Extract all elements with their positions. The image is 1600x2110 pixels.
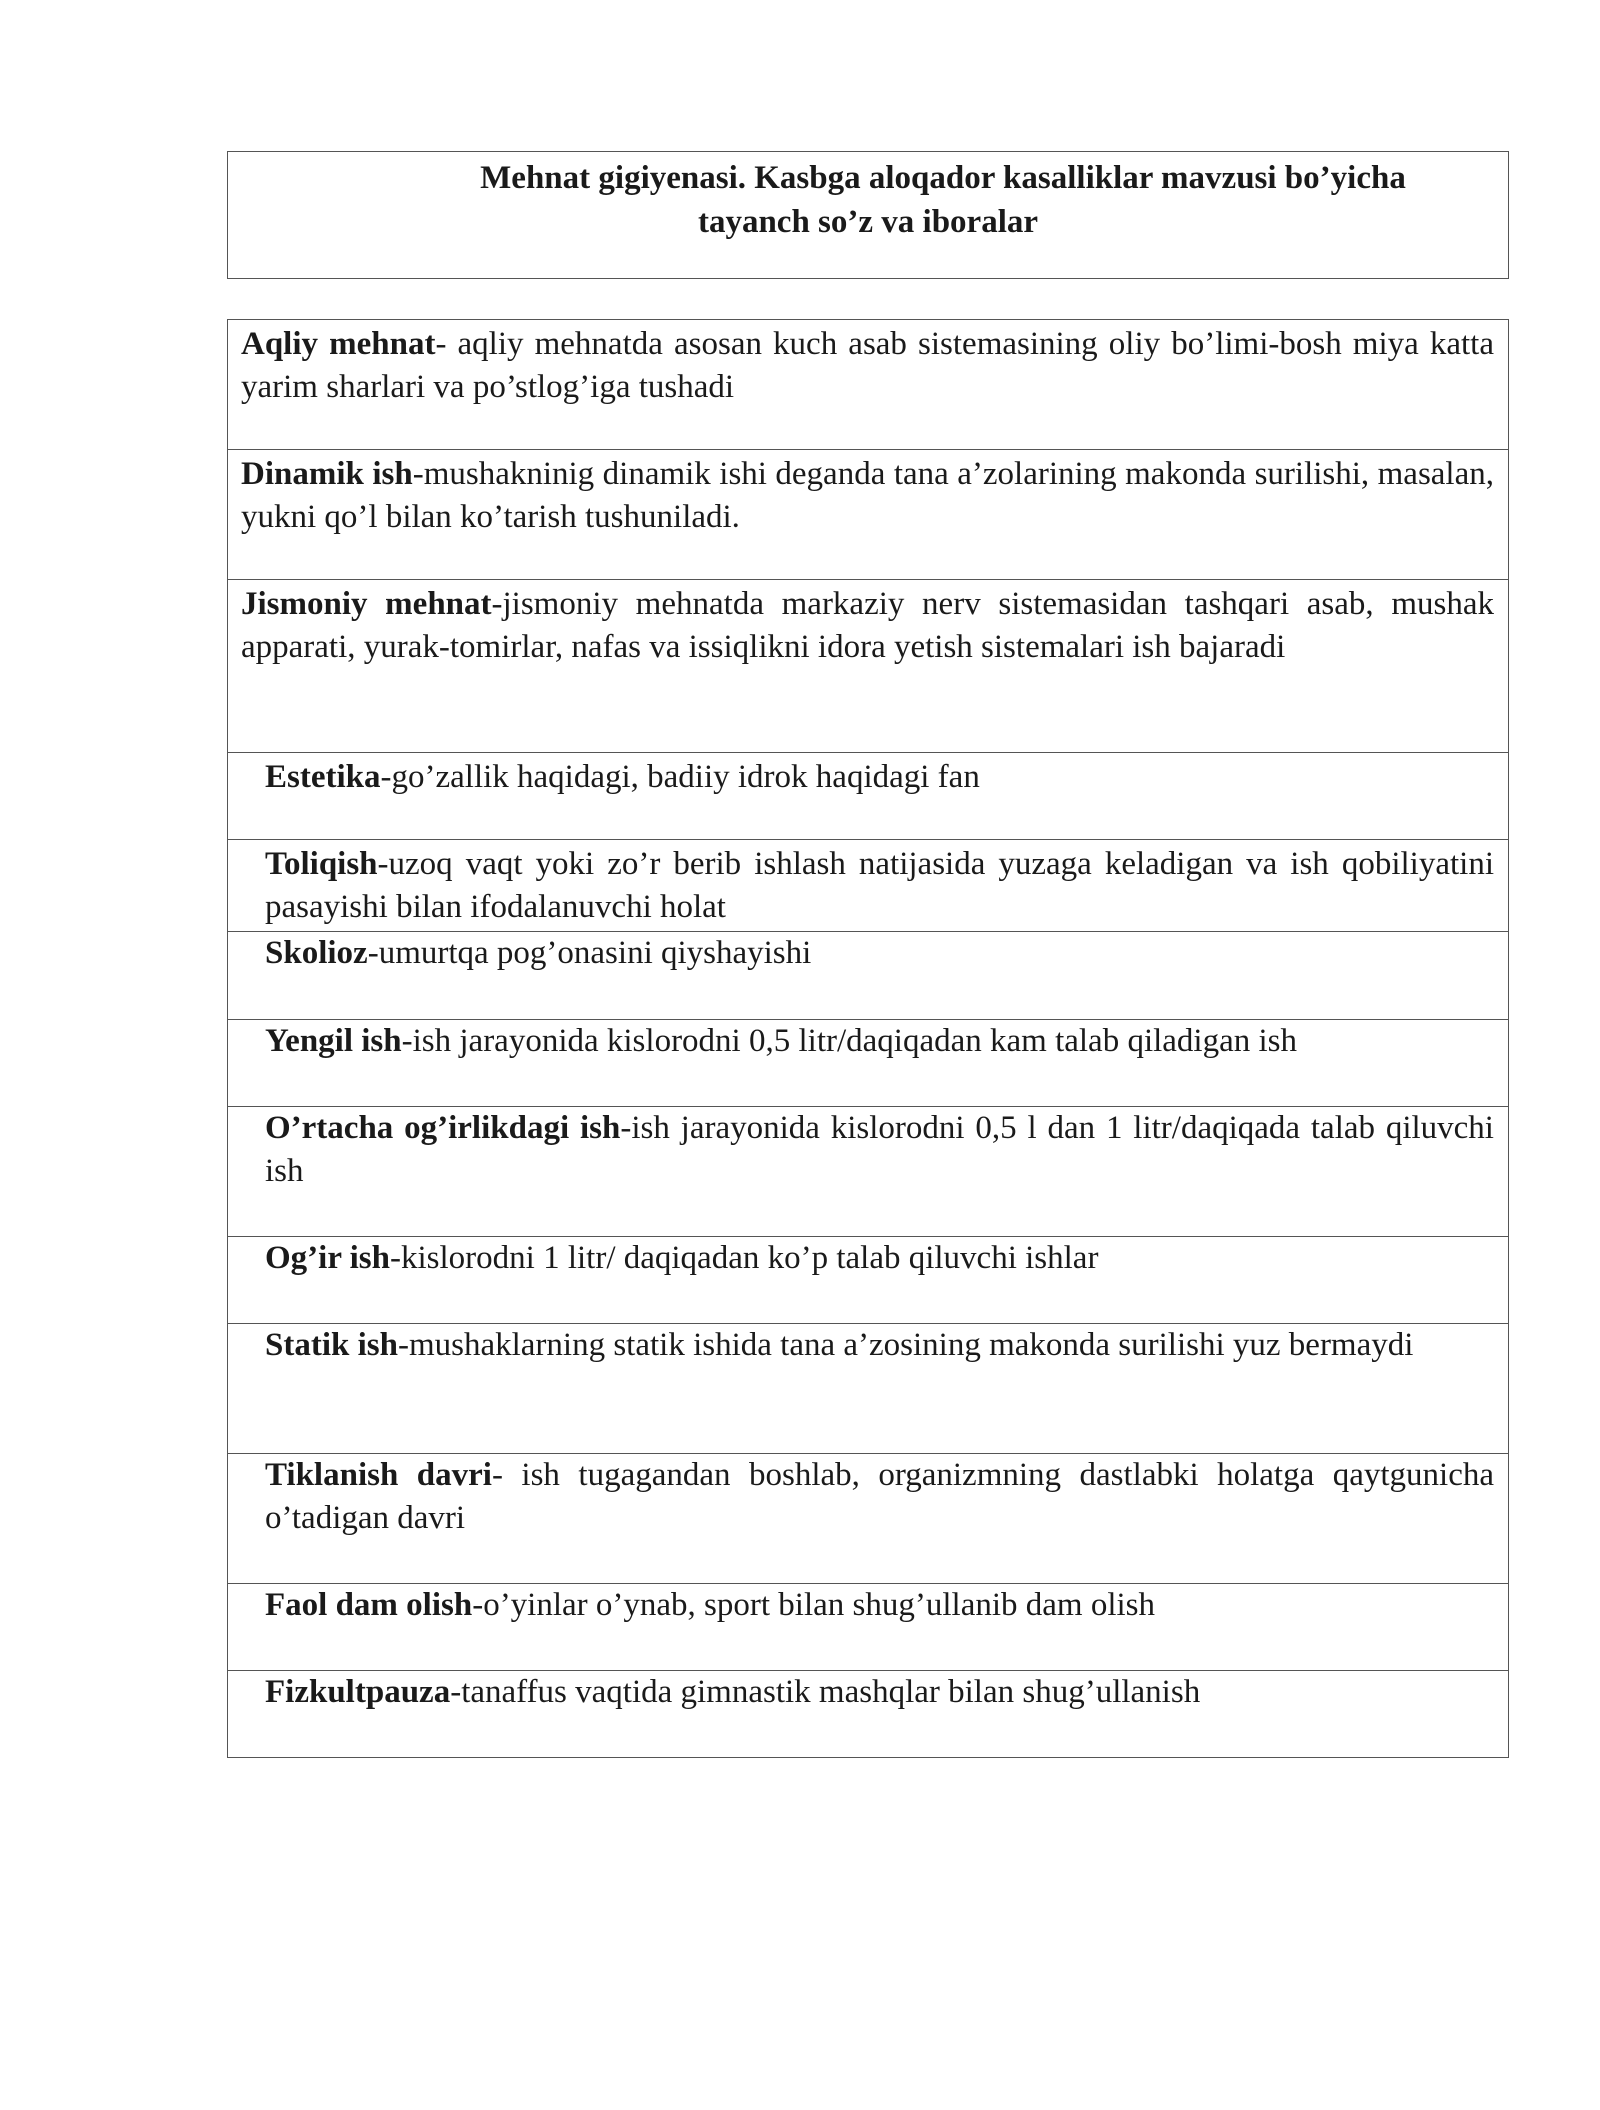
term-row: [228, 932, 1508, 1020]
term-row: [228, 1237, 1508, 1324]
term-label: Fizkultpauza: [265, 1674, 451, 1710]
term-label: O’rtacha og’irlikdagi ish: [265, 1110, 621, 1146]
terms-table: [227, 319, 1509, 1758]
document-title-line-1: Mehnat gigiyenasi. Kasbga aloqador kasalliklar mavzusi bo’yicha: [480, 160, 1406, 196]
term-row: [228, 1584, 1508, 1671]
term-label: Og’ir ish: [265, 1240, 390, 1276]
term-definition: -o’yinlar o’ynab, sport bilan shug’ullanib dam olish: [472, 1587, 1156, 1623]
term-label: Estetika: [265, 759, 381, 795]
term-row: [228, 320, 1508, 450]
term-label: Dinamik ish: [241, 456, 413, 492]
term-definition: -umurtqa pog’onasini qiyshayishi: [367, 935, 812, 971]
term-row: [228, 1020, 1508, 1107]
term-row: [228, 1107, 1508, 1237]
term-definition: -uzoq vaqt yoki zo’r berib ishlash natijasida yuzaga keladigan va ish qobiliyatini pasayishi bilan ifodalanuvchi holat: [265, 846, 1494, 925]
term-row: [228, 1671, 1508, 1757]
term-label: Statik ish: [265, 1327, 398, 1363]
term-definition: -go’zallik haqidagi, badiiy idrok haqidagi fan: [380, 759, 980, 795]
document-title-box: [227, 151, 1509, 279]
term-row: [228, 1454, 1508, 1584]
term-definition: -mushaklarning statik ishida tana a’zosining makonda surilishi yuz bermaydi: [397, 1327, 1414, 1363]
term-row: [228, 840, 1508, 932]
term-definition: -tanaffus vaqtida gimnastik mashqlar bilan shug’ullanish: [450, 1674, 1201, 1710]
term-label: Skolioz: [265, 935, 368, 971]
term-row: [228, 450, 1508, 580]
term-definition: -jismoniy mehnatda markaziy nerv sistemasidan tashqari asab, mushak apparati, yurak-tomirlar, nafas va issiqlikni idora yetish sistemalari ish bajaradi: [241, 586, 1494, 665]
term-label: Aqliy mehnat: [241, 326, 436, 362]
term-row: [228, 1324, 1508, 1454]
term-label: Yengil ish: [265, 1023, 402, 1059]
document-title-line-2: tayanch so’z va iboralar: [697, 204, 1039, 240]
term-label: Jismoniy mehnat: [241, 586, 492, 622]
term-definition: -ish jarayonida kislorodni 0,5 l dan 1 litr/daqiqada talab qiluvchi ish: [265, 1110, 1494, 1189]
term-definition: -mushakninig dinamik ishi deganda tana a’zolarining makonda surilishi, masalan, yukni qo’l bilan ko’tarish tushuniladi.: [241, 456, 1494, 535]
term-label: Toliqish: [265, 846, 378, 882]
term-definition: - ish tugagandan boshlab, organizmning dastlabki holatga qaytgunicha o’tadigan davri: [265, 1457, 1494, 1536]
term-row: [228, 580, 1508, 753]
term-label: Tiklanish davri: [265, 1457, 492, 1493]
term-definition: -kislorodni 1 litr/ daqiqadan ko’p talab qiluvchi ishlar: [390, 1240, 1099, 1276]
term-definition: - aqliy mehnatda asosan kuch asab sistemasining oliy bo’limi-bosh miya katta yarim sharlari va po’stlog’iga tushadi: [241, 326, 1494, 405]
term-row: [228, 753, 1508, 840]
term-label: Faol dam olish: [265, 1587, 473, 1623]
term-definition: -ish jarayonida kislorodni 0,5 litr/daqiqadan kam talab qiladigan ish: [401, 1023, 1298, 1059]
